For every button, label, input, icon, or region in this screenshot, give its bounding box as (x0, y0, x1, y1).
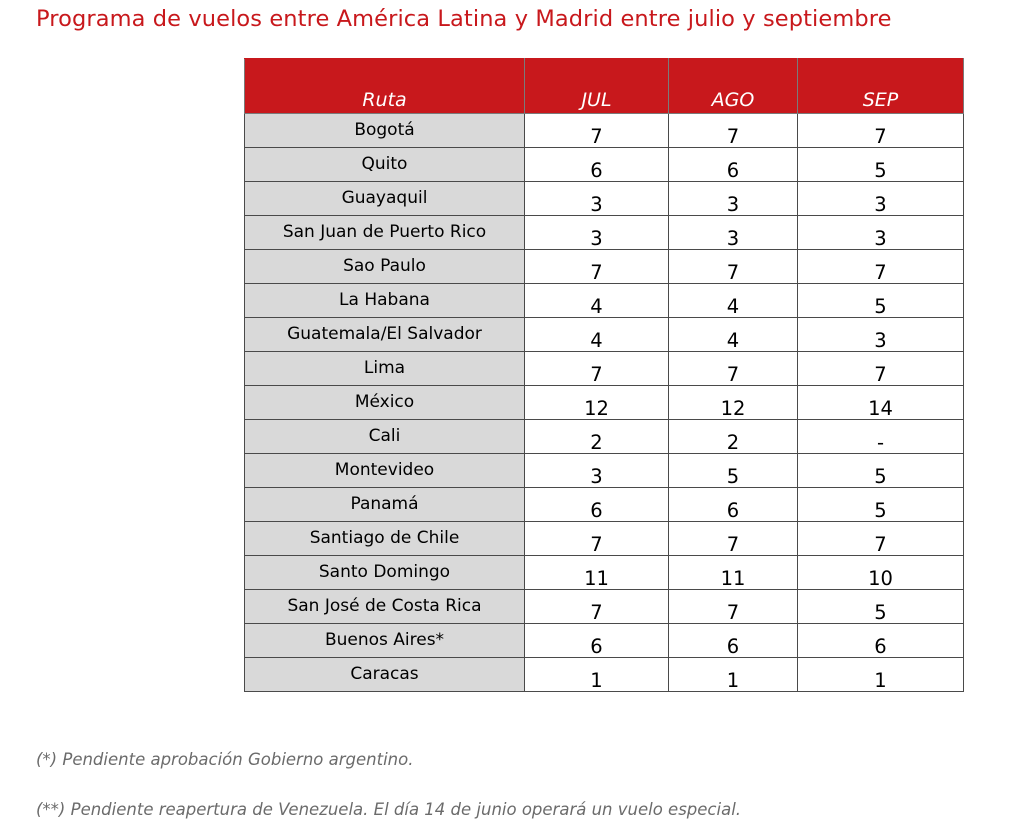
ago-cell: 4 (669, 284, 798, 318)
sep-cell: 5 (798, 488, 964, 522)
flight-schedule-table (244, 58, 964, 692)
table-row (245, 148, 964, 182)
table-row (245, 318, 964, 352)
table-row (245, 386, 964, 420)
table-row (245, 590, 964, 624)
jul-cell: 7 (525, 352, 669, 386)
table-row (245, 216, 964, 250)
jul-cell: 12 (525, 386, 669, 420)
jul-cell: 4 (525, 284, 669, 318)
route-cell: Santo Domingo (245, 556, 525, 590)
ago-cell: 3 (669, 216, 798, 250)
jul-cell: 3 (525, 182, 669, 216)
header-ruta: Ruta (245, 59, 525, 114)
jul-cell: 6 (525, 488, 669, 522)
ago-cell: 7 (669, 590, 798, 624)
sep-cell: 7 (798, 250, 964, 284)
ago-cell: 7 (669, 250, 798, 284)
ago-cell: 3 (669, 182, 798, 216)
sep-cell: 3 (798, 182, 964, 216)
sep-cell: - (798, 420, 964, 454)
page-title: Programa de vuelos entre América Latina y Madrid entre julio y septiembre (36, 6, 892, 32)
table-header (245, 59, 964, 114)
jul-cell: 3 (525, 454, 669, 488)
jul-cell: 7 (525, 522, 669, 556)
route-cell: Sao Paulo (245, 250, 525, 284)
ago-cell: 6 (669, 624, 798, 658)
ago-cell: 7 (669, 522, 798, 556)
route-cell: Santiago de Chile (245, 522, 525, 556)
jul-cell: 11 (525, 556, 669, 590)
footnote-venezuela: (**) Pendiente reapertura de Venezuela. El día 14 de junio operará un vuelo especial. (36, 800, 742, 819)
table-row (245, 522, 964, 556)
jul-cell: 6 (525, 148, 669, 182)
jul-cell: 1 (525, 658, 669, 692)
ago-cell: 4 (669, 318, 798, 352)
jul-cell: 3 (525, 216, 669, 250)
route-cell: San Juan de Puerto Rico (245, 216, 525, 250)
table-row (245, 114, 964, 148)
ago-cell: 1 (669, 658, 798, 692)
header-jul: JUL (525, 59, 669, 114)
table-row (245, 352, 964, 386)
jul-cell: 7 (525, 114, 669, 148)
sep-cell: 5 (798, 284, 964, 318)
table-row (245, 624, 964, 658)
jul-cell: 6 (525, 624, 669, 658)
route-cell: Quito (245, 148, 525, 182)
route-cell: Caracas (245, 658, 525, 692)
ago-cell: 6 (669, 488, 798, 522)
ago-cell: 12 (669, 386, 798, 420)
ago-cell: 11 (669, 556, 798, 590)
route-cell: La Habana (245, 284, 525, 318)
sep-cell: 7 (798, 114, 964, 148)
table-row (245, 420, 964, 454)
table-row (245, 658, 964, 692)
header-sep: SEP (798, 59, 964, 114)
header-row (245, 59, 964, 114)
route-cell: Bogotá (245, 114, 525, 148)
jul-cell: 7 (525, 590, 669, 624)
route-cell: Cali (245, 420, 525, 454)
route-cell: Buenos Aires* (245, 624, 525, 658)
sep-cell: 5 (798, 148, 964, 182)
route-cell: Lima (245, 352, 525, 386)
route-cell: Montevideo (245, 454, 525, 488)
table-row (245, 182, 964, 216)
table-body (245, 114, 964, 692)
jul-cell: 7 (525, 250, 669, 284)
table-row (245, 284, 964, 318)
footnote-argentina: (*) Pendiente aprobación Gobierno argentino. (36, 750, 414, 769)
ago-cell: 7 (669, 352, 798, 386)
ago-cell: 7 (669, 114, 798, 148)
table-row (245, 250, 964, 284)
route-cell: Panamá (245, 488, 525, 522)
table-row (245, 454, 964, 488)
ago-cell: 5 (669, 454, 798, 488)
route-cell: México (245, 386, 525, 420)
ago-cell: 6 (669, 148, 798, 182)
sep-cell: 5 (798, 454, 964, 488)
route-cell: Guatemala/El Salvador (245, 318, 525, 352)
sep-cell: 14 (798, 386, 964, 420)
jul-cell: 4 (525, 318, 669, 352)
sep-cell: 3 (798, 318, 964, 352)
ago-cell: 2 (669, 420, 798, 454)
sep-cell: 7 (798, 352, 964, 386)
sep-cell: 3 (798, 216, 964, 250)
route-cell: San José de Costa Rica (245, 590, 525, 624)
jul-cell: 2 (525, 420, 669, 454)
table-row (245, 488, 964, 522)
header-ago: AGO (669, 59, 798, 114)
sep-cell: 6 (798, 624, 964, 658)
sep-cell: 5 (798, 590, 964, 624)
route-cell: Guayaquil (245, 182, 525, 216)
sep-cell: 7 (798, 522, 964, 556)
sep-cell: 10 (798, 556, 964, 590)
sep-cell: 1 (798, 658, 964, 692)
table-row (245, 556, 964, 590)
